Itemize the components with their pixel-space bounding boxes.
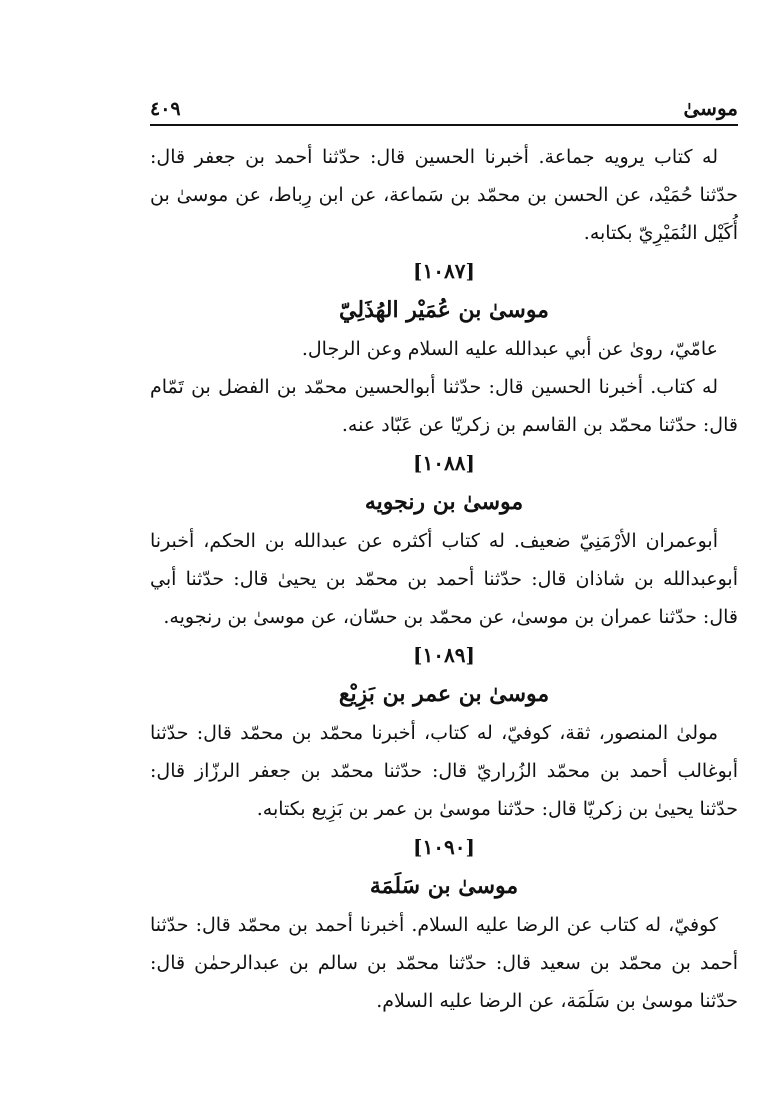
entry-name: موسىٰ بن عُمَيْر الهُذَلِيّ [339, 297, 549, 323]
page-body [150, 138, 738, 1020]
entry-name: موسىٰ بن عمر بن بَزِيْع [338, 681, 550, 707]
entry-paragraph: مولىٰ المنصور، ثقة، كوفيّ، له كتاب، أخبرنا محمّد بن محمّد قال: حدّثنا أبوغالب أحمد بن محمّد الزُراريّ قال: حدّثنا محمّد بن جعفر الرزّاز قال: حدّثنا يحيىٰ بن زكريّا قال: حدّثنا موسىٰ بن عمر بن بَزِيع بكتابه. [150, 722, 738, 820]
entry-paragraph: كوفيّ، له كتاب عن الرضا عليه السلام. أخبرنا أحمد بن محمّد قال: حدّثنا أحمد بن محمّد بن سعيد قال: حدّثنا محمّد بن سالم بن عبدالرحمٰن قال: حدّثنا موسىٰ بن سَلَمَة، عن الرضا عليه السلام. [150, 914, 738, 1012]
entry-paragraph: عامّيّ، روىٰ عن أبي عبدالله عليه السلام وعن الرجال. [301, 338, 718, 360]
entry-paragraph: له كتاب. أخبرنا الحسين قال: حدّثنا أبوالحسين محمّد بن الفضل بن تَمّام قال: حدّثنا محمّد بن القاسم بن زكريّا عن عَبّاد عنه. [150, 376, 738, 436]
entry-name: موسىٰ بن سَلَمَة [369, 873, 519, 899]
entry-number: [١٠٨٨] [413, 451, 475, 475]
entry-number: [١٠٨٩] [413, 643, 475, 667]
header-rule [150, 124, 738, 126]
page-number: ٤٠٩ [150, 98, 181, 120]
entry-number: [١٠٨٧] [413, 259, 475, 283]
running-title: موسىٰ [683, 96, 738, 120]
entry-name: موسىٰ بن رنجويه [364, 489, 524, 515]
entry-paragraph: أبوعمران الأرْمَنِيّ ضعيف. له كتاب أكثره عن عبدالله بن الحكم، أخبرنا أبوعبدالله بن شاذان قال: حدّثنا أحمد بن محمّد بن يحيىٰ قال: حدّثنا أبي قال: حدّثنا عمران بن موسىٰ، عن محمّد بن حسّان، عن موسىٰ بن رنجويه. [150, 530, 738, 628]
entry-number: [١٠٩٠] [413, 835, 475, 859]
entry-paragraph: له كتاب يرويه جماعة. أخبرنا الحسين قال: حدّثنا أحمد بن جعفر قال: حدّثنا حُمَيْد، عن الحسن بن محمّد بن سَماعة، عن ابن رِباط، عن موسىٰ بن أُكَيْل النُمَيْرِيّ بكتابه. [150, 146, 738, 244]
running-header [150, 88, 738, 120]
